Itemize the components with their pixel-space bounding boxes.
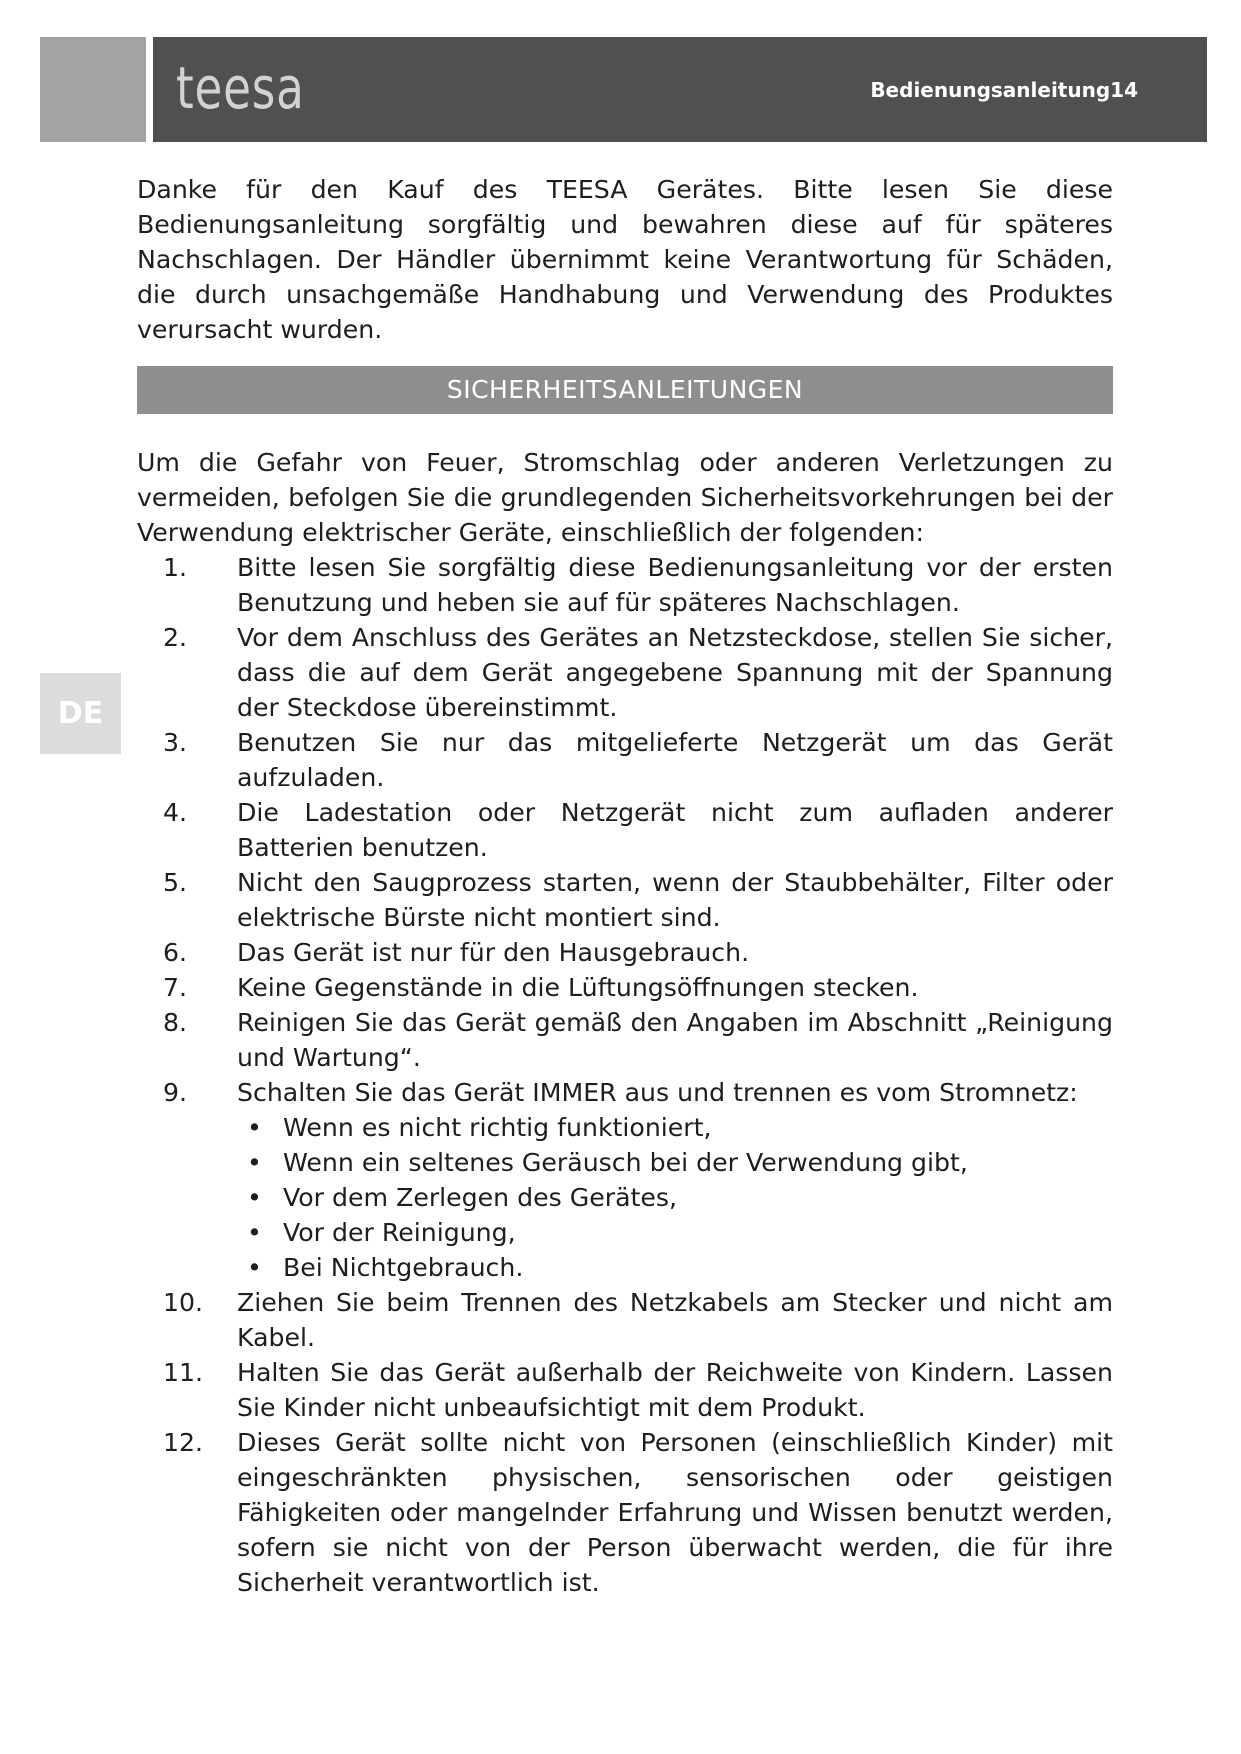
item-number: 8.	[163, 1008, 188, 1037]
item-text: Bitte lesen Sie sorgfältig diese Bedienungsanleitung vor der ersten Benutzung und heben sie auf für späteres Nachschlagen.	[237, 553, 1113, 617]
item-text: Reinigen Sie das Gerät gemäß den Angaben im Abschnitt „Reinigung und Wartung“.	[237, 1008, 1113, 1072]
list-item	[163, 795, 1113, 865]
page-title: Bedienungsanleitung14	[870, 78, 1138, 102]
list-item	[163, 1355, 1113, 1425]
item-text: Keine Gegenstände in die Lüftungsöffnungen stecken.	[237, 973, 919, 1002]
section-heading: SICHERHEITSANLEITUNGEN	[137, 366, 1113, 414]
item-text: Nicht den Saugprozess starten, wenn der Staubbehälter, Filter oder elektrische Bürste nicht montiert sind.	[237, 868, 1113, 932]
content	[137, 172, 1113, 1600]
item-number: 9.	[163, 1078, 188, 1107]
item-number: 7.	[163, 973, 188, 1002]
list-item	[163, 725, 1113, 795]
bullet-item: • Wenn ein seltenes Geräusch bei der Verwendung gibt,	[237, 1145, 1113, 1180]
header-left-block	[40, 37, 146, 142]
item-number: 3.	[163, 728, 188, 757]
list-item	[163, 1005, 1113, 1075]
list-item	[163, 620, 1113, 725]
item-number: 6.	[163, 938, 188, 967]
list-item	[163, 970, 1113, 1005]
item-text: Ziehen Sie beim Trennen des Netzkabels am Stecker und nicht am Kabel.	[237, 1288, 1113, 1352]
safety-intro: Um die Gefahr von Feuer, Stromschlag oder anderen Verletzungen zu vermeiden, befolgen Sie die grundlegenden Sicherheitsvorkehrungen bei der Verwendung elektrischer Geräte, einschließlich der folgenden:	[137, 448, 1113, 547]
item-number: 11.	[163, 1358, 204, 1387]
list-item	[163, 1285, 1113, 1355]
item-text: Dieses Gerät sollte nicht von Personen (einschließlich Kinder) mit eingeschränkten physischen, sensorischen oder geistigen Fähigkeiten oder mangelnder Erfahrung und Wissen benutzt werden, sofern sie nicht von der Person überwacht werden, die für ihre Sicherheit verantwortlich ist.	[237, 1428, 1113, 1597]
item-number: 4.	[163, 798, 188, 827]
bullet-list	[237, 1110, 1113, 1285]
list-item	[163, 1075, 1113, 1285]
list-item	[163, 550, 1113, 620]
item-text: Halten Sie das Gerät außerhalb der Reichweite von Kindern. Lassen Sie Kinder nicht unbeaufsichtigt mit dem Produkt.	[237, 1358, 1113, 1422]
list-item	[163, 865, 1113, 935]
language-tab: DE	[40, 673, 121, 754]
item-number: 5.	[163, 868, 188, 897]
bullet-item: • Vor dem Zerlegen des Gerätes,	[237, 1180, 1113, 1215]
item-text: Schalten Sie das Gerät IMMER aus und trennen es vom Stromnetz:	[237, 1078, 1078, 1107]
item-text: Benutzen Sie nur das mitgelieferte Netzgerät um das Gerät aufzuladen.	[237, 728, 1113, 792]
list-item	[163, 1425, 1113, 1600]
bullet-item: • Vor der Reinigung,	[237, 1215, 1113, 1250]
intro-paragraph: Danke für den Kauf des TEESA Gerätes. Bitte lesen Sie diese Bedienungsanleitung sorgfältig und bewahren diese auf für späteres Nachschlagen. Der Händler übernimmt keine Verantwortung für Schäden, die durch unsachgemäße Handhabung und Verwendung des Produktes verursacht wurden.	[137, 175, 1113, 344]
item-text: Die Ladestation oder Netzgerät nicht zum aufladen anderer Batterien benutzen.	[237, 798, 1113, 862]
item-number: 10.	[163, 1288, 204, 1317]
safety-list	[137, 550, 1113, 1600]
item-number: 1.	[163, 553, 188, 582]
item-number: 2.	[163, 623, 188, 652]
bullet-item: • Wenn es nicht richtig funktioniert,	[237, 1110, 1113, 1145]
item-text: Das Gerät ist nur für den Hausgebrauch.	[237, 938, 750, 967]
item-text: Vor dem Anschluss des Gerätes an Netzsteckdose, stellen Sie sicher, dass die auf dem Gerät angegebene Spannung mit der Spannung der Steckdose übereinstimmt.	[237, 623, 1113, 722]
bullet-item: • Bei Nichtgebrauch.	[237, 1250, 1113, 1285]
item-number: 12.	[163, 1428, 204, 1457]
list-item	[163, 935, 1113, 970]
teesa-logo: teesa	[176, 54, 305, 122]
